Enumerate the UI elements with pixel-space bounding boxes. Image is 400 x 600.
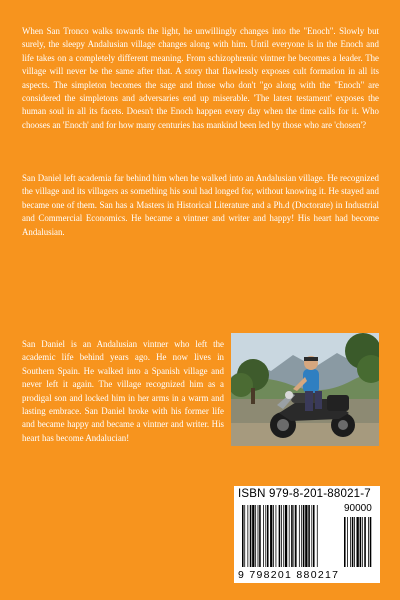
- addon-bar: [360, 517, 362, 567]
- addon-bar: [354, 517, 355, 567]
- barcode-bar: [265, 505, 266, 567]
- addon-bar: [352, 517, 354, 567]
- bio-paragraph: San Daniel is an Andalusian vintner who left the academic life behind years ago. He now lives in Southern Spain. He walked into a Spanish village and never left it again. The village recognized him as a prodigal son and locked him in her arms in a warm and lasting embrace. San Daniel broke with his former life and became happy and became a vintner and writer. His heart has become Andalucian!: [22, 339, 224, 443]
- barcode-bar: [293, 505, 294, 567]
- ean-digits: 9 798201 880217: [238, 569, 340, 581]
- author-paragraph: San Daniel left academia far behind him when he walked into an Andalusian village. He recognized the village and its villagers as something his soul had longed for, without knowing it. He stayed and became one of them. San has a Masters in Historical Literature and a Ph.d (Doctorate) in Industrial and Commercial Economics. He became a vintner and writer and happy! His heart had become Andalusian.: [22, 173, 379, 237]
- barcode-bar: [259, 505, 261, 567]
- barcode-bar: [276, 505, 277, 567]
- isbn-label: ISBN 979-8-201-88021-7: [238, 488, 371, 500]
- addon-bar: [364, 517, 366, 567]
- barcode-bar: [291, 505, 293, 567]
- author-photo: [231, 333, 379, 446]
- barcode-bar: [289, 505, 290, 567]
- barcode-bar: [301, 505, 302, 567]
- barcode-bar: [281, 505, 282, 567]
- barcode-bar: [270, 505, 272, 567]
- barcode-bar: [258, 505, 259, 567]
- barcode-bar: [279, 505, 281, 567]
- barcode-bar: [263, 505, 264, 567]
- barcode-bar: [305, 505, 307, 567]
- price-code: 90000: [344, 503, 372, 514]
- barcode-bar: [273, 505, 274, 567]
- isbn-barcode: [234, 486, 380, 583]
- addon-bar: [350, 517, 351, 567]
- barcode-bar: [295, 505, 297, 567]
- barcode-bar: [252, 505, 254, 567]
- barcode-bars: [242, 505, 372, 569]
- addon-bar: [370, 517, 372, 567]
- barcode-bar: [303, 505, 305, 567]
- barcode-bar: [308, 505, 310, 567]
- barcode-bar: [283, 505, 284, 567]
- barcode-bar: [311, 505, 312, 567]
- road: [231, 423, 379, 446]
- barcode-bar: [247, 505, 248, 567]
- barcode-bar: [255, 505, 256, 567]
- barcode-bar: [299, 505, 300, 567]
- addon-bar: [344, 517, 346, 567]
- addon-bar: [356, 517, 358, 567]
- author-photo-illustration: [231, 333, 379, 446]
- addon-bar: [362, 517, 363, 567]
- barcode-bar: [244, 505, 245, 567]
- barcode-bar: [250, 505, 252, 567]
- barcode-bar: [317, 505, 318, 567]
- addon-bar: [368, 517, 369, 567]
- barcode-bar: [313, 505, 315, 567]
- barcode-bar: [267, 505, 269, 567]
- addon-bar: [347, 517, 348, 567]
- barcode-bar: [242, 505, 244, 567]
- blurb-paragraph: When San Tronco walks towards the light, he unwillingly changes into the "Enoch". Slowly but surely, the sleepy Andalusian village changes along with him. Until everyone is in the Enoch and life takes on a completely different meaning. From schizophrenic vintner he becomes a leader. The village will never be the same after that. A story that flawlessly exposes cult formation in all its aspects. The simpleton becomes the sage and those who don't "go along with the "Enoch" are considered the simpletons and adversaries end up miserable. 'The latest testament' exposes the human soul in all its facets. Doesn't the Enoch happen every day when the time calls for it. Who chooses an 'Enoch' and for how many centuries has mankind been led by those who are 'chosen'?: [22, 26, 379, 130]
- barcode-bar: [285, 505, 287, 567]
